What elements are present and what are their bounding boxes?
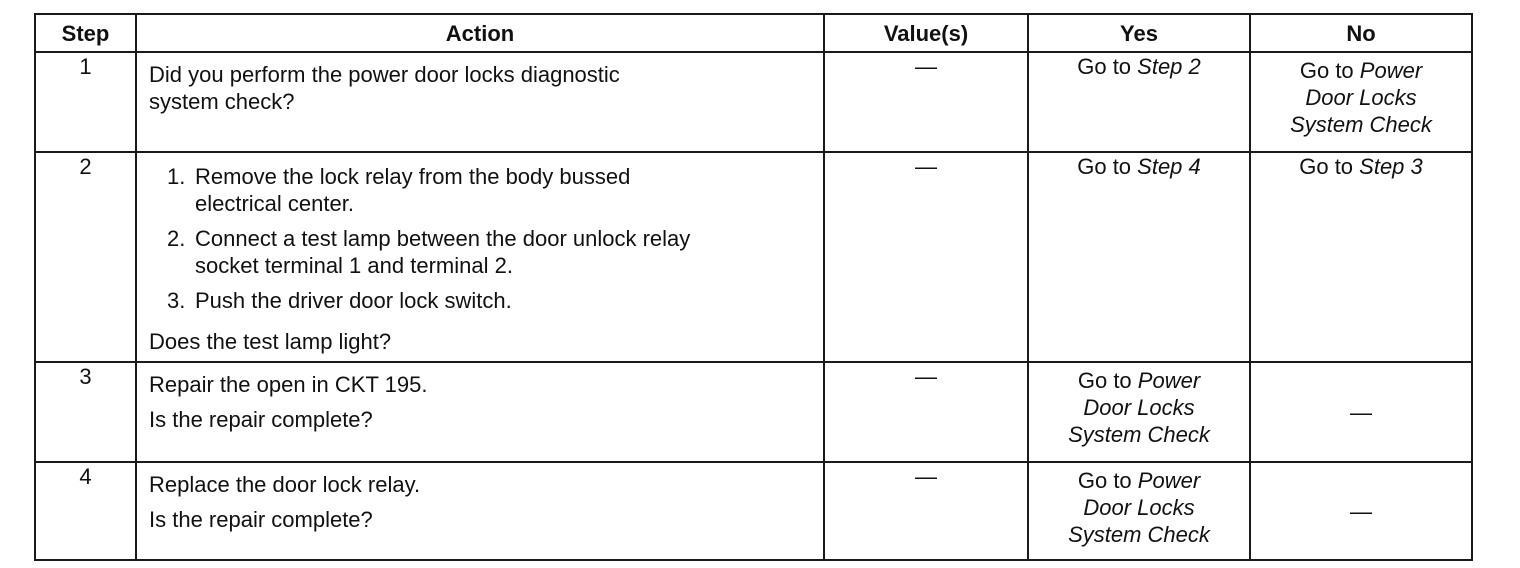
- value-cell: [824, 362, 1028, 462]
- no-cell: [1250, 52, 1472, 152]
- action-statement: Replace the door lock relay.: [149, 472, 421, 497]
- yes-reference: Power: [1137, 468, 1201, 493]
- substep-text: socket terminal 1 and terminal 2.: [195, 253, 513, 278]
- header-step: Step: [35, 14, 136, 52]
- no-cell: [1250, 462, 1472, 560]
- action-cell: [136, 152, 824, 362]
- no-prefix: Go to: [1299, 154, 1360, 179]
- yes-prefix: Go to: [1077, 368, 1138, 393]
- value-cell: [824, 462, 1028, 560]
- action-cell: [136, 362, 824, 462]
- action-cell: [136, 462, 824, 560]
- yes-reference: Step 2: [1137, 54, 1201, 79]
- header-no: No: [1250, 14, 1472, 52]
- step-number: 2: [35, 152, 136, 362]
- substep-number: 1.: [167, 164, 186, 189]
- substep-number: 3.: [167, 288, 186, 313]
- yes-cell: [1028, 152, 1250, 362]
- yes-reference: Door Locks: [1083, 395, 1195, 420]
- diagnostic-table: [34, 13, 1473, 561]
- table-row: [35, 152, 1472, 362]
- yes-prefix: Go to: [1077, 468, 1138, 493]
- value-cell: [824, 52, 1028, 152]
- step-number: 3: [35, 362, 136, 462]
- substep-number: 2.: [167, 226, 186, 251]
- no-reference: Step 3: [1359, 154, 1423, 179]
- table-header-row: [35, 14, 1472, 52]
- no-reference: Power: [1359, 58, 1423, 83]
- header-action: Action: [136, 14, 824, 52]
- yes-prefix: Go to: [1077, 154, 1138, 179]
- action-question-line: system check?: [149, 89, 295, 114]
- no-dash: —: [1350, 399, 1372, 425]
- value-dash: —: [915, 54, 937, 79]
- step-number: 1: [35, 52, 136, 152]
- table-row: [35, 462, 1472, 560]
- no-cell: [1250, 362, 1472, 462]
- yes-reference: Power: [1137, 368, 1201, 393]
- no-cell: [1250, 152, 1472, 362]
- yes-prefix: Go to: [1077, 54, 1138, 79]
- substep-text: Push the driver door lock switch.: [195, 288, 512, 313]
- yes-cell: [1028, 52, 1250, 152]
- no-prefix: Go to: [1299, 58, 1360, 83]
- action-question: Is the repair complete?: [149, 507, 373, 532]
- step-number: 4: [35, 462, 136, 560]
- substep-item: [167, 287, 823, 314]
- yes-reference: Door Locks: [1083, 495, 1195, 520]
- substep-item: [167, 163, 823, 217]
- substep-text: electrical center.: [195, 191, 354, 216]
- substep-list: [137, 163, 823, 314]
- yes-reference: System Check: [1068, 522, 1210, 547]
- substep-text: Connect a test lamp between the door unlock relay: [195, 226, 691, 251]
- action-question: Is the repair complete?: [149, 407, 373, 432]
- value-dash: —: [915, 364, 937, 389]
- action-question: Does the test lamp light?: [149, 329, 392, 354]
- yes-reference: Step 4: [1137, 154, 1201, 179]
- yes-cell: [1028, 462, 1250, 560]
- yes-cell: [1028, 362, 1250, 462]
- table-row: [35, 52, 1472, 152]
- value-dash: —: [915, 154, 937, 179]
- value-cell: [824, 152, 1028, 362]
- no-reference: Door Locks: [1305, 85, 1417, 110]
- header-yes: Yes: [1028, 14, 1250, 52]
- header-value: Value(s): [824, 14, 1028, 52]
- no-reference: System Check: [1290, 112, 1432, 137]
- substep-text: Remove the lock relay from the body bussed: [195, 164, 631, 189]
- action-question-line: Did you perform the power door locks diagnostic: [149, 62, 620, 87]
- no-dash: —: [1350, 498, 1372, 524]
- yes-reference: System Check: [1068, 422, 1210, 447]
- value-dash: —: [915, 464, 937, 489]
- action-cell: [136, 52, 824, 152]
- table-row: [35, 362, 1472, 462]
- action-statement: Repair the open in CKT 195.: [149, 372, 428, 397]
- substep-item: [167, 225, 823, 279]
